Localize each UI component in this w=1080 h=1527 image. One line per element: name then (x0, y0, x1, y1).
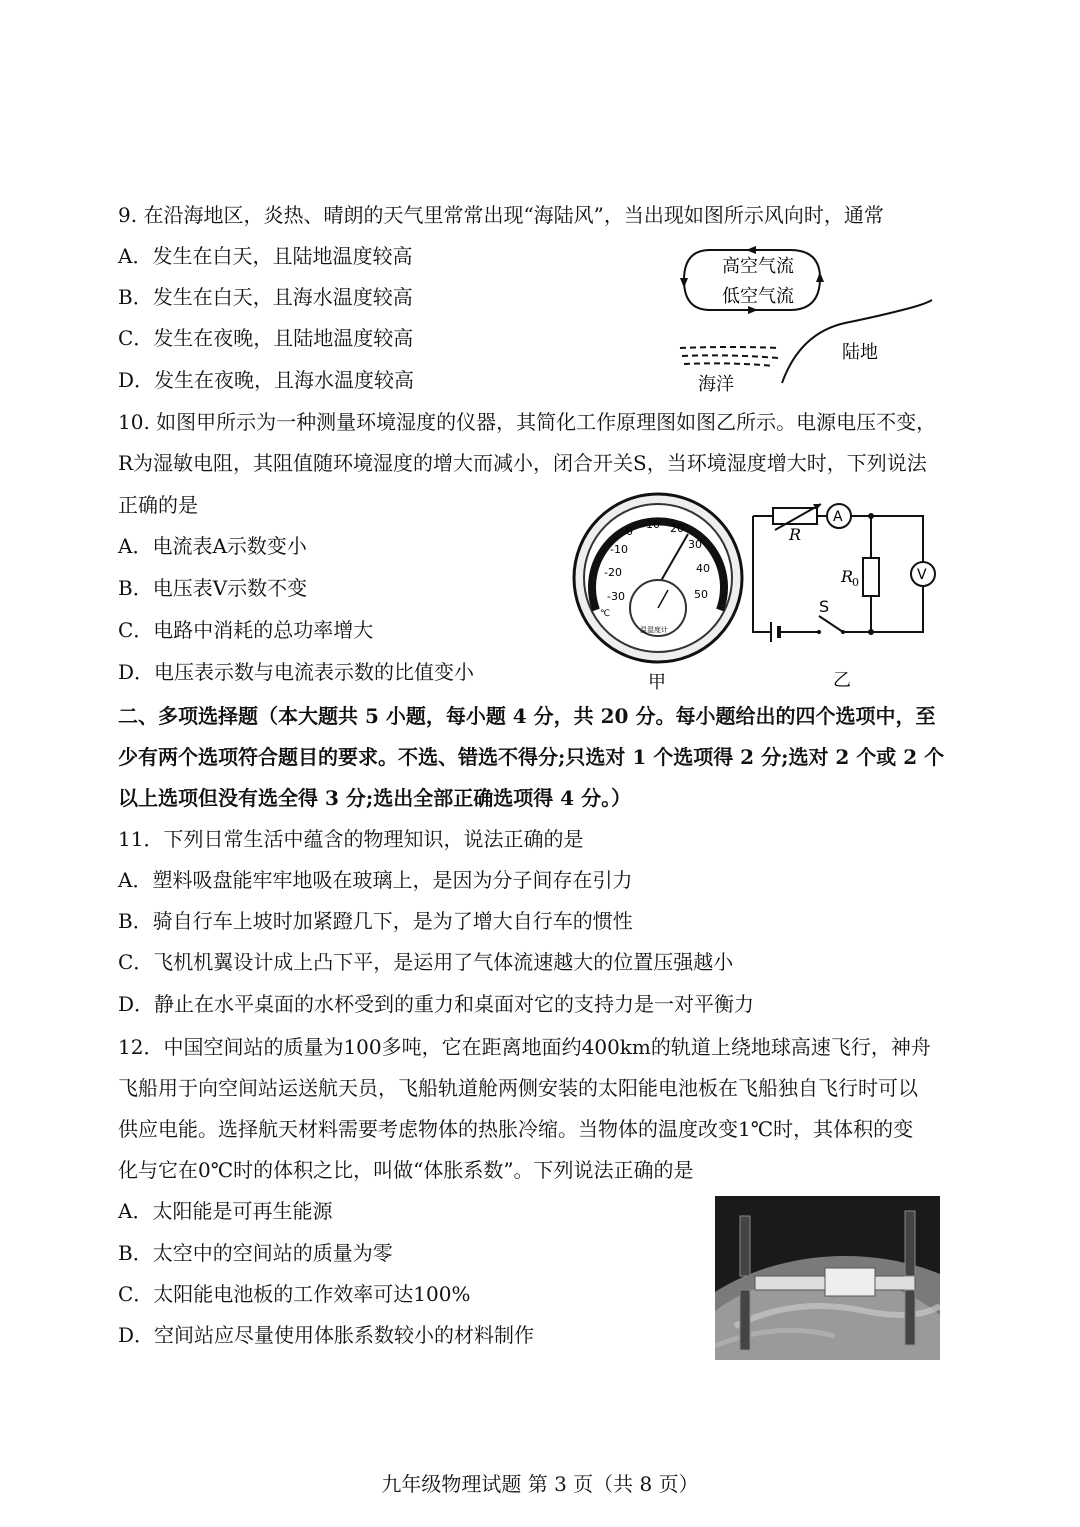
q10-option-a: A．电流表A示数变小 (118, 534, 307, 558)
tick-m20: -20 (604, 566, 622, 579)
figure-jia-caption: 甲 (648, 672, 666, 690)
ammeter-label: A (833, 509, 843, 525)
q9-stem: 9. 在沿海地区，炎热、晴朗的天气里常常出现“海陆风”，当出现如图所示风向时，通常 (118, 203, 884, 227)
voltmeter-label: V (917, 567, 927, 583)
q9-option-d: D．发生在夜晚，且海水温度较高 (118, 368, 415, 392)
resistor-r0-label: R (841, 567, 854, 586)
q10-stem-line1: 10. 如图甲所示为一种测量环境湿度的仪器，其简化工作原理图如图乙所示。电源电压不变， (118, 410, 937, 434)
tick-50: 50 (694, 588, 708, 601)
q10-stem-line3: 正确的是 (118, 493, 198, 517)
land-label: 陆地 (842, 342, 878, 363)
q9-option-a: A．发生在白天，且陆地温度较高 (118, 244, 413, 268)
q10-option-d: D．电压表示数与电流表示数的比值变小 (118, 660, 475, 684)
figure-yi-caption: 乙 (833, 670, 851, 690)
q12-option-c: C．太阳能电池板的工作效率可达100% (118, 1282, 471, 1306)
tick-10: 10 (646, 518, 660, 531)
section2-line3: 以上选项但没有选全得 3 分;选出全部正确选项得 4 分。） (118, 786, 632, 810)
q11-stem: 11．下列日常生活中蕴含的物理知识，说法正确的是 (118, 827, 584, 851)
q9-option-c: C．发生在夜晚，且陆地温度较高 (118, 326, 414, 350)
q11-option-a: A．塑料吸盘能牢牢地吸在玻璃上，是因为分子间存在引力 (118, 868, 633, 892)
section2-line2: 少有两个选项符合题目的要求。不选、错选不得分;只选对 1 个选项得 2 分;选对 2 个或 2 个 (118, 745, 945, 769)
q12-option-d: D．空间站应尽量使用体胀系数较小的材料制作 (118, 1323, 535, 1347)
q11-option-d: D．静止在水平桌面的水杯受到的重力和桌面对它的支持力是一对平衡力 (118, 992, 755, 1016)
upper-airflow-label: 高空气流 (722, 256, 794, 277)
q10-option-b: B．电压表V示数不变 (118, 576, 308, 600)
tick-m30: -30 (607, 590, 625, 603)
inner-dial-label: 温湿度计 (640, 626, 668, 634)
sea-land-breeze-figure (670, 238, 940, 398)
switch-label: S (819, 597, 830, 616)
tick-40: 40 (696, 562, 710, 575)
q12-option-a: A．太阳能是可再生能源 (118, 1199, 333, 1223)
celsius-unit: ℃ (600, 609, 611, 619)
q12-stem-line3: 供应电能。选择航天材料需要考虑物体的热胀冷缩。当物体的温度改变1℃时，其体积的变 (118, 1117, 914, 1141)
sea-label: 海洋 (698, 374, 734, 395)
tick-20: 20 (670, 522, 684, 535)
q9-option-b: B．发生在白天，且海水温度较高 (118, 285, 413, 309)
lower-airflow-label: 低空气流 (722, 286, 794, 307)
hygrometer-figure (570, 490, 750, 690)
resistor-r0-subscript: 0 (852, 576, 859, 589)
q11-option-b: B．骑自行车上坡时加紧蹬几下，是为了增大自行车的惯性 (118, 909, 633, 933)
q12-stem-line1: 12．中国空间站的质量为100多吨，它在距离地面约400km的轨道上绕地球高速飞行，神舟 (118, 1035, 931, 1059)
tick-30: 30 (688, 538, 702, 551)
page-footer: 九年级物理试题 第 3 页（共 8 页） (381, 1472, 699, 1496)
q10-stem-line2: R为湿敏电阻，其阻值随环境湿度的增大而减小，闭合开关S，当环境湿度增大时，下列说法 (118, 451, 927, 475)
q12-option-b: B．太空中的空间站的质量为零 (118, 1241, 393, 1265)
space-station-photo (715, 1196, 940, 1360)
q10-option-c: C．电路中消耗的总功率增大 (118, 618, 374, 642)
tick-0: 0 (626, 525, 633, 538)
q12-stem-line4: 化与它在0℃时的体积之比，叫做“体胀系数”。下列说法正确的是 (118, 1158, 694, 1182)
circuit-figure (745, 498, 945, 690)
q11-option-c: C．飞机机翼设计成上凸下平，是运用了气体流速越大的位置压强越小 (118, 950, 734, 974)
q12-stem-line2: 飞船用于向空间站运送航天员，飞船轨道舱两侧安装的太阳能电池板在飞船独自飞行时可以 (118, 1076, 918, 1100)
tick-m10: -10 (610, 543, 628, 556)
section2-line1: 二、多项选择题（本大题共 5 小题，每小题 4 分，共 20 分。每小题给出的四个选项中，至 (118, 704, 936, 728)
resistor-r-label: R (789, 525, 802, 544)
